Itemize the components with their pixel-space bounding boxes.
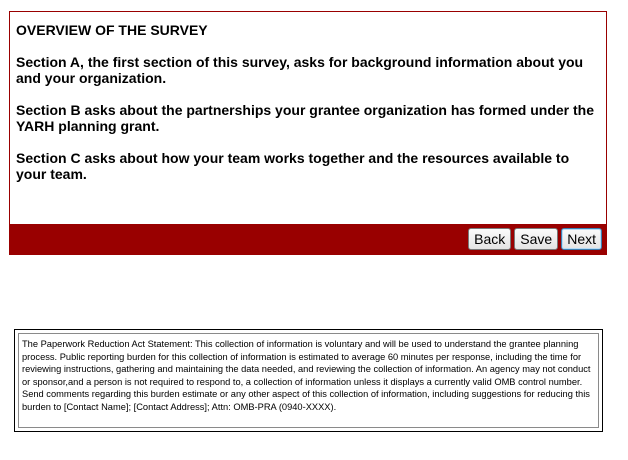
page-title: OVERVIEW OF THE SURVEY (16, 22, 208, 38)
paperwork-reduction-notice (14, 329, 603, 432)
paperwork-reduction-text: The Paperwork Reduction Act Statement: This collection of information is voluntary and will be used to understand the grantee planning process. Public reporting burden for this collection of information is estimated to average 60 minutes per response, including the time for reviewing instructions, gathering and maintaining the data needed, and reviewing the collection of information. An agency may not conduct or sponsor,and a person is not required to respond to, a collection of information unless it displays a currently valid OMB control number. Send comments regarding this burden estimate or any other aspect of this collection of information, including suggestions for reducing this burden to [Contact Name]; [Contact Address]; Attn: OMB-PRA (0940-XXXX). (18, 333, 599, 428)
survey-overview-content (16, 22, 600, 198)
section-b-description: Section B asks about the partnerships your grantee organization has formed under the YARH planning grant. (16, 102, 594, 134)
survey-overview-panel (9, 11, 607, 255)
navigation-bar (10, 224, 606, 254)
section-c-description: Section C asks about how your team works together and the resources available to your team. (16, 150, 570, 182)
save-button[interactable]: Save (514, 228, 558, 250)
back-button[interactable]: Back (468, 228, 511, 250)
next-button[interactable]: Next (561, 228, 602, 250)
navigation-buttons (468, 228, 602, 250)
section-a-description: Section A, the first section of this survey, asks for background information about you and your organization. (16, 54, 584, 86)
